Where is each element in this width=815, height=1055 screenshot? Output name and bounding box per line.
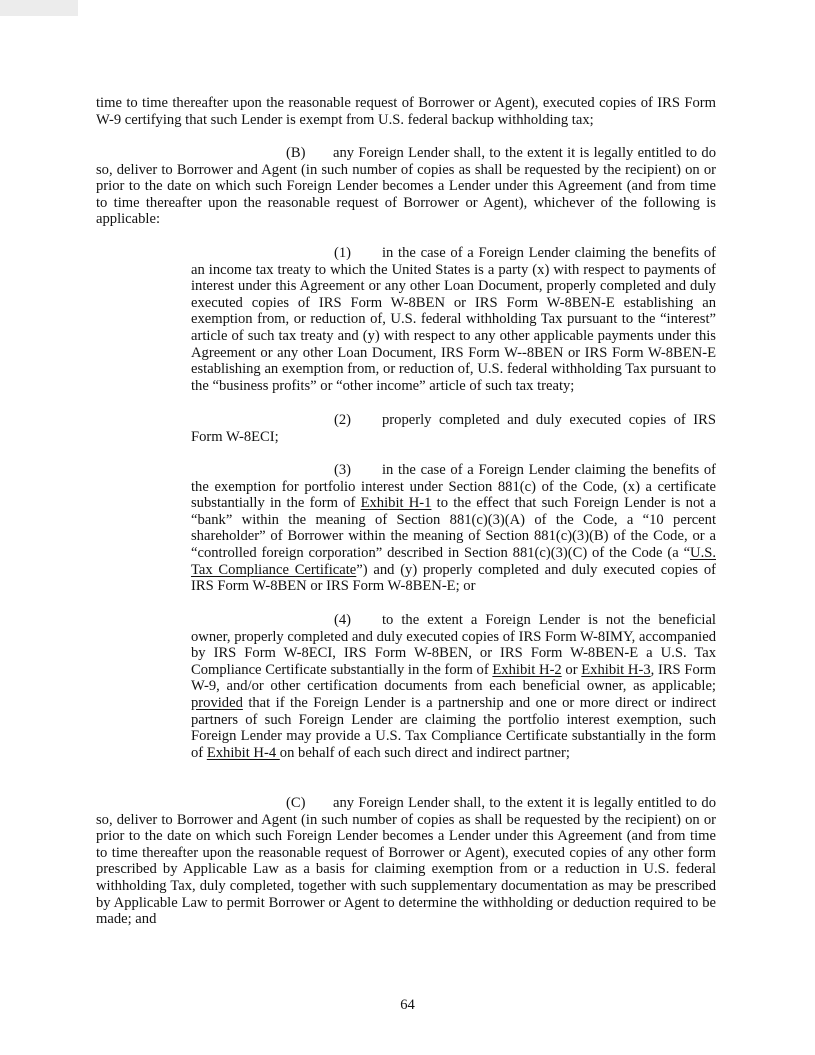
paragraph-c-label: (C) [286, 795, 306, 811]
item-2-text: properly completed and duly executed copies of IRS Form W-8ECI; [191, 412, 716, 445]
exhibit-h1-link: Exhibit H-1 [360, 495, 432, 512]
item-3-text-c: ”) and (y) properly completed and duly executed copies of IRS Form W-8BEN or IRS Form W-8BEN-E; or [191, 561, 716, 595]
item-1-label: (1) [334, 245, 352, 261]
provided-term: provided [191, 694, 243, 711]
paragraph-b [96, 145, 716, 228]
item-4-text-a: to the extent a Foreign Lender is not the beneficial owner, properly completed and duly executed copies of IRS Form W-8IMY, accompanied by IRS Form W-8ECI, IRS Form W-8BEN, or IRS Form W-8BEN-E a U.S. Tax Compliance Certificate substantially in the form of [191, 612, 716, 678]
paragraph-c-text: any Foreign Lender shall, to the extent it is legally entitled to do so, deliver to Borrower and Agent (in such number of copies as shall be requested by the recipient) on or prior to the date on which such Foreign Lender becomes a Lender under this Agreement (and from time to time thereafter upon the reasonable request of Borrower or Agent), executed copies of any other form prescribed by Applicable Law as a basis for claiming exemption from or a reduction in U.S. federal withholding Tax, duly completed, together with such supplementary documentation as may be prescribed by Applicable Law to permit Borrower or Agent to determine the withholding or deduction required to be made; and [96, 795, 716, 928]
item-3-text-b: to the effect that such Foreign Lender is not a “bank” within the meaning of Section 881(c)(3)(A) of the Code, a “10 percent shareholder” of Borrower within the meaning of Section 881(c)(3)(B) of the Code, or a “controlled foreign corporation” described in Section 881(c)(3)(C) of the Code (a “ [191, 495, 716, 561]
paragraph-b-label: (B) [286, 145, 306, 161]
paragraph-b-text: any Foreign Lender shall, to the extent it is legally entitled to do so, deliver to Borrower and Agent (in such number of copies as shall be requested by the recipient) on or prior to the date on which such Foreign Lender becomes a Lender under this Agreement (and from time to time thereafter upon the reasonable request of Borrower or Agent), whichever of the following is applicable: [96, 145, 716, 228]
scan-corner-mark [0, 0, 78, 16]
us-tax-compliance-certificate-term: U.S. Tax Compliance Certificate [191, 544, 716, 578]
item-3-text-a: in the case of a Foreign Lender claiming the benefits of the exemption for portfolio interest under Section 881(c) of the Code, (x) a certificate substantially in the form of [191, 462, 716, 512]
item-3 [191, 462, 716, 595]
exhibit-h4-link: Exhibit H-4 [206, 744, 280, 761]
item-4-text-d: on behalf of each such direct and indirect partner; [279, 744, 570, 761]
item-4-label: (4) [334, 612, 352, 628]
item-1-text: in the case of a Foreign Lender claiming the benefits of an income tax treaty to which the United States is a party (x) with respect to payments of interest under this Agreement or any other Loan Document, properly completed and duly executed copies of IRS Form W-8BEN or IRS Form W-8BEN-E establishing an exemption from, or reduction of, U.S. federal withholding Tax pursuant to the “interest” article of such tax treaty and (y) with respect to any other applicable payments under this Agreement or any other Loan Document, IRS Form W--8BEN or IRS Form W-8BEN-E establishing an exemption from, or reduction of, U.S. federal withholding Tax pursuant to the “business profits” or “other income” article of such tax treaty; [191, 245, 716, 394]
item-2-label: (2) [334, 412, 352, 428]
item-4-text-b: , IRS Form W-9, and/or other certification documents from each beneficial owner, as applicable; [191, 661, 716, 695]
exhibit-h3-link: Exhibit H-3 [581, 661, 651, 678]
item-4 [191, 612, 716, 761]
continuation-text: time to time thereafter upon the reasonable request of Borrower or Agent), executed copies of IRS Form W-9 certifying that such Lender is exempt from U.S. federal backup withholding tax; [96, 95, 716, 128]
item-1 [191, 245, 716, 394]
item-2 [191, 412, 716, 445]
continuation-paragraph [96, 95, 716, 128]
item-4-or: or [561, 661, 582, 678]
item-3-label: (3) [334, 462, 352, 478]
item-4-text-c: that if the Foreign Lender is a partnership and one or more direct or indirect partners of such Foreign Lender are claiming the portfolio interest exemption, such Foreign Lender may provide a U.S. Tax Compliance Certificate substantially in the form of [191, 694, 716, 761]
page-number: 64 [400, 997, 415, 1013]
paragraph-c [96, 795, 716, 928]
exhibit-h2-link: Exhibit H-2 [492, 661, 562, 678]
